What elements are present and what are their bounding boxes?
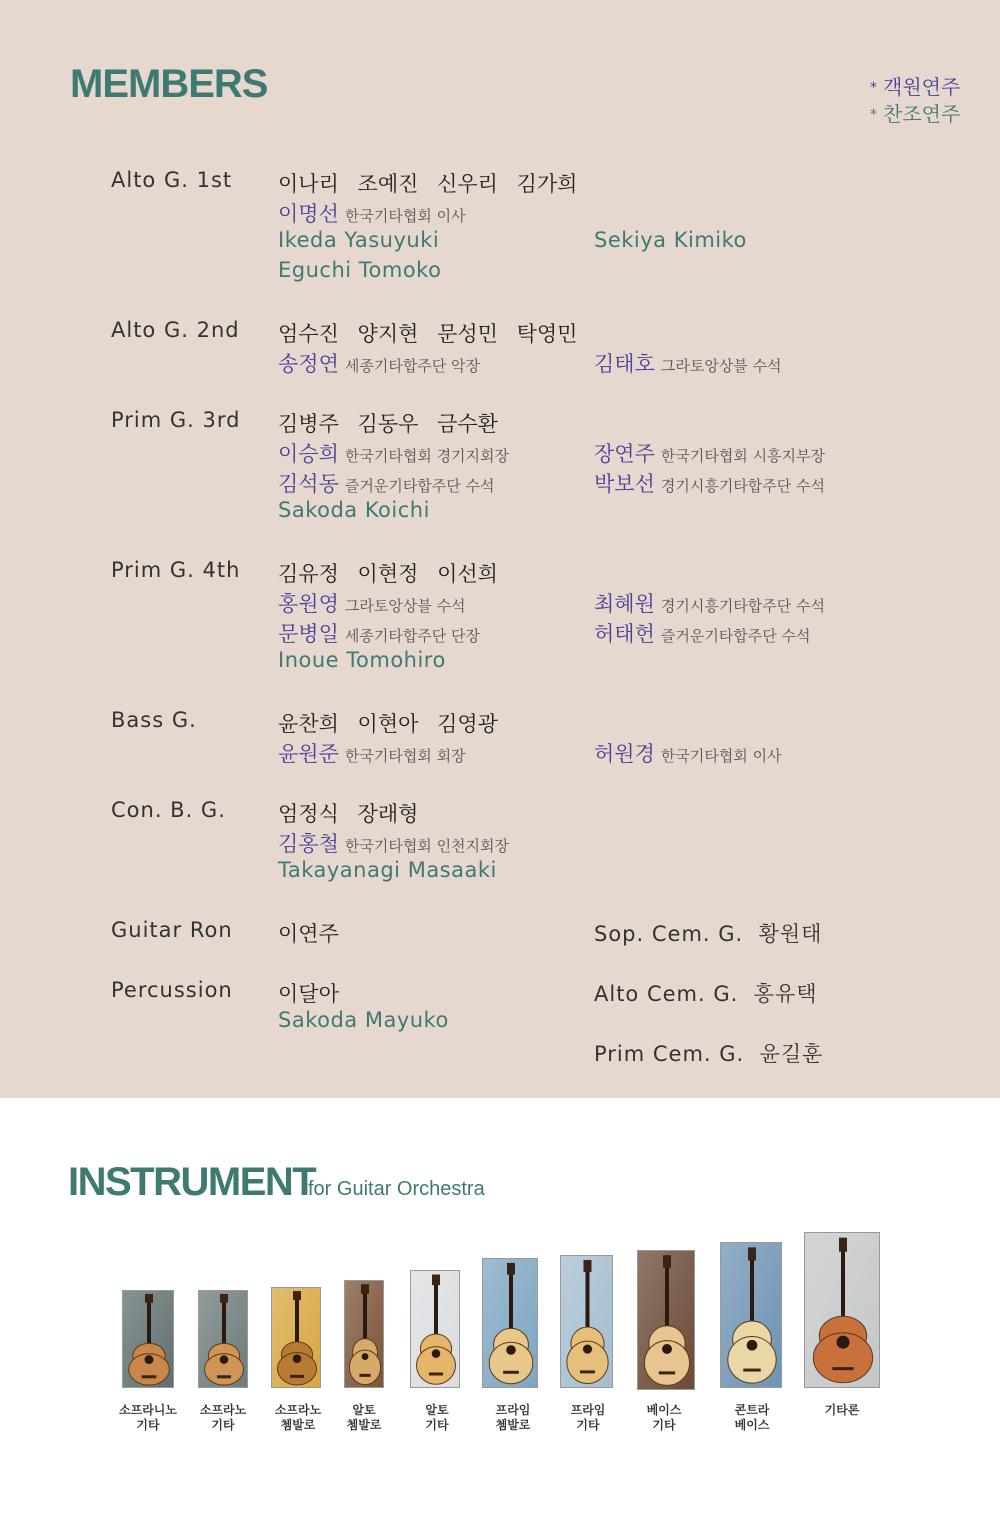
member-names: 엄수진 양지현 문성민 탁영민 [278, 322, 578, 346]
instrument-subtitle: for Guitar Orchestra [308, 1178, 485, 1200]
guest-entry [278, 738, 466, 768]
guest-name: 이명선 [278, 202, 339, 226]
section-label: Prim G. 3rd [111, 408, 241, 432]
guest-role: 경기시흥기타합주단 수석 [660, 477, 826, 495]
legend-sponsor-label: 찬조연주 [883, 102, 961, 126]
instrument-photo [198, 1290, 248, 1388]
member-names: 김유정 이현정 이선희 [278, 562, 498, 586]
guest-entry [594, 588, 825, 618]
guest-name: 문병일 [278, 622, 339, 646]
member-names: 이연주 [278, 922, 339, 946]
guest-role: 그라토앙상블 수석 [344, 597, 466, 615]
guest-name: 김홍철 [278, 832, 339, 856]
cembalo-label: Prim Cem. G. [594, 1042, 745, 1066]
guest-role: 한국기타협회 인천지회장 [344, 837, 510, 855]
guest-name: 송정연 [278, 352, 339, 376]
legend [870, 74, 960, 128]
instrument-photo [720, 1242, 782, 1388]
instrument-photo [410, 1270, 460, 1388]
section-label: Alto G. 2nd [111, 318, 240, 342]
guest-entry [594, 738, 782, 768]
guest-role: 그라토앙상블 수석 [660, 357, 782, 375]
instrument-photo [482, 1258, 538, 1388]
section-label: Bass G. [111, 708, 197, 732]
instrument-label: 프라임 기타 [570, 1403, 606, 1432]
member-names: 이나리 조예진 신우리 김가희 [278, 172, 578, 196]
sponsor-name: Sekiya Kimiko [594, 228, 747, 252]
star-icon: * [870, 107, 877, 123]
instrument-label: 소프라노 기타 [199, 1403, 247, 1432]
member-names: 이달아 [278, 982, 339, 1006]
guest-name: 장연주 [594, 442, 655, 466]
legend-sponsor [870, 101, 960, 128]
guest-name: 허태헌 [594, 622, 655, 646]
cembalo-entry [594, 918, 822, 948]
cembalo-entry [594, 1038, 823, 1068]
guitar-icon [271, 1287, 321, 1388]
guitar-icon [344, 1280, 384, 1388]
cembalo-entry [594, 978, 818, 1008]
guest-name: 김태호 [594, 352, 655, 376]
sponsor-name: Inoue Tomohiro [278, 648, 446, 672]
guest-role: 경기시흥기타합주단 수석 [660, 597, 826, 615]
guest-name: 홍원영 [278, 592, 339, 616]
guitar-icon [198, 1290, 248, 1388]
member-names: 윤찬희 이현아 김영광 [278, 712, 498, 736]
legend-guest [870, 74, 960, 101]
guest-role: 세종기타합주단 악장 [344, 357, 481, 375]
guest-name: 박보선 [594, 472, 655, 496]
guest-name: 이승희 [278, 442, 339, 466]
instrument-label: 알토 쳄발로 [346, 1403, 382, 1432]
cembalo-label: Sop. Cem. G. [594, 922, 744, 946]
section-label: Alto G. 1st [111, 168, 233, 192]
guest-name: 최혜원 [594, 592, 655, 616]
guitar-icon [804, 1232, 880, 1388]
guest-role: 한국기타협회 시흥지부장 [660, 447, 826, 465]
guitar-icon [122, 1290, 174, 1388]
sponsor-name: Sakoda Koichi [278, 498, 430, 522]
guest-entry [278, 198, 466, 228]
guitar-icon [410, 1270, 460, 1388]
guitar-icon [720, 1242, 782, 1388]
guest-role: 한국기타협회 이사 [660, 747, 782, 765]
members-title: MEMBERS [70, 62, 268, 106]
instrument-title: INSTRUMENT [68, 1160, 316, 1204]
guest-entry [594, 618, 811, 648]
section-label: Percussion [111, 978, 233, 1002]
guest-entry [594, 438, 825, 468]
section-label: Guitar Ron [111, 918, 233, 942]
cembalo-name: 황원태 [758, 922, 823, 946]
guest-entry [278, 828, 509, 858]
guest-entry [594, 468, 825, 498]
sponsor-name: Sakoda Mayuko [278, 1008, 449, 1032]
guest-entry [278, 438, 509, 468]
instrument-photo [804, 1232, 880, 1388]
instrument-label: 소프라니노 기타 [119, 1403, 177, 1432]
cembalo-label: Alto Cem. G. [594, 982, 739, 1006]
instrument-photo [560, 1255, 613, 1388]
guest-entry [278, 588, 466, 618]
instrument-label: 소프라노 쳄발로 [274, 1403, 322, 1432]
instrument-label: 프라임 쳄발로 [495, 1403, 531, 1432]
instrument-label: 콘트라 베이스 [734, 1403, 770, 1432]
guitar-icon [560, 1255, 613, 1388]
guest-entry [594, 348, 782, 378]
guitar-icon [482, 1258, 538, 1388]
instrument-photo [637, 1250, 695, 1390]
guest-entry [278, 468, 495, 498]
instrument-label: 베이스 기타 [646, 1403, 682, 1432]
sponsor-name: Eguchi Tomoko [278, 258, 442, 282]
guest-name: 윤원준 [278, 742, 339, 766]
instrument-label: 기타론 [824, 1403, 860, 1417]
guitar-icon [637, 1250, 695, 1390]
cembalo-name: 홍유택 [753, 982, 818, 1006]
star-icon: * [870, 80, 877, 96]
guest-role: 세종기타합주단 단장 [344, 627, 481, 645]
instrument-photo [344, 1280, 384, 1388]
cembalo-name: 윤길훈 [759, 1042, 824, 1066]
guest-entry [278, 348, 480, 378]
instrument-photo [122, 1290, 174, 1388]
guest-role: 한국기타협회 이사 [344, 207, 466, 225]
instrument-label: 알토 기타 [425, 1403, 449, 1432]
section-label: Con. B. G. [111, 798, 226, 822]
legend-guest-label: 객원연주 [883, 75, 961, 99]
instrument-photo [271, 1287, 321, 1388]
guest-role: 한국기타협회 경기지회장 [344, 447, 510, 465]
member-names: 김병주 김동우 금수환 [278, 412, 498, 436]
guest-name: 김석동 [278, 472, 339, 496]
guest-role: 즐거운기타합주단 수석 [660, 627, 811, 645]
guest-role: 한국기타협회 회장 [344, 747, 466, 765]
member-names: 엄정식 장래형 [278, 802, 419, 826]
section-label: Prim G. 4th [111, 558, 241, 582]
guest-entry [278, 618, 480, 648]
guest-role: 즐거운기타합주단 수석 [344, 477, 495, 495]
sponsor-name: Ikeda Yasuyuki [278, 228, 440, 252]
sponsor-name: Takayanagi Masaaki [278, 858, 497, 882]
guest-name: 허원경 [594, 742, 655, 766]
